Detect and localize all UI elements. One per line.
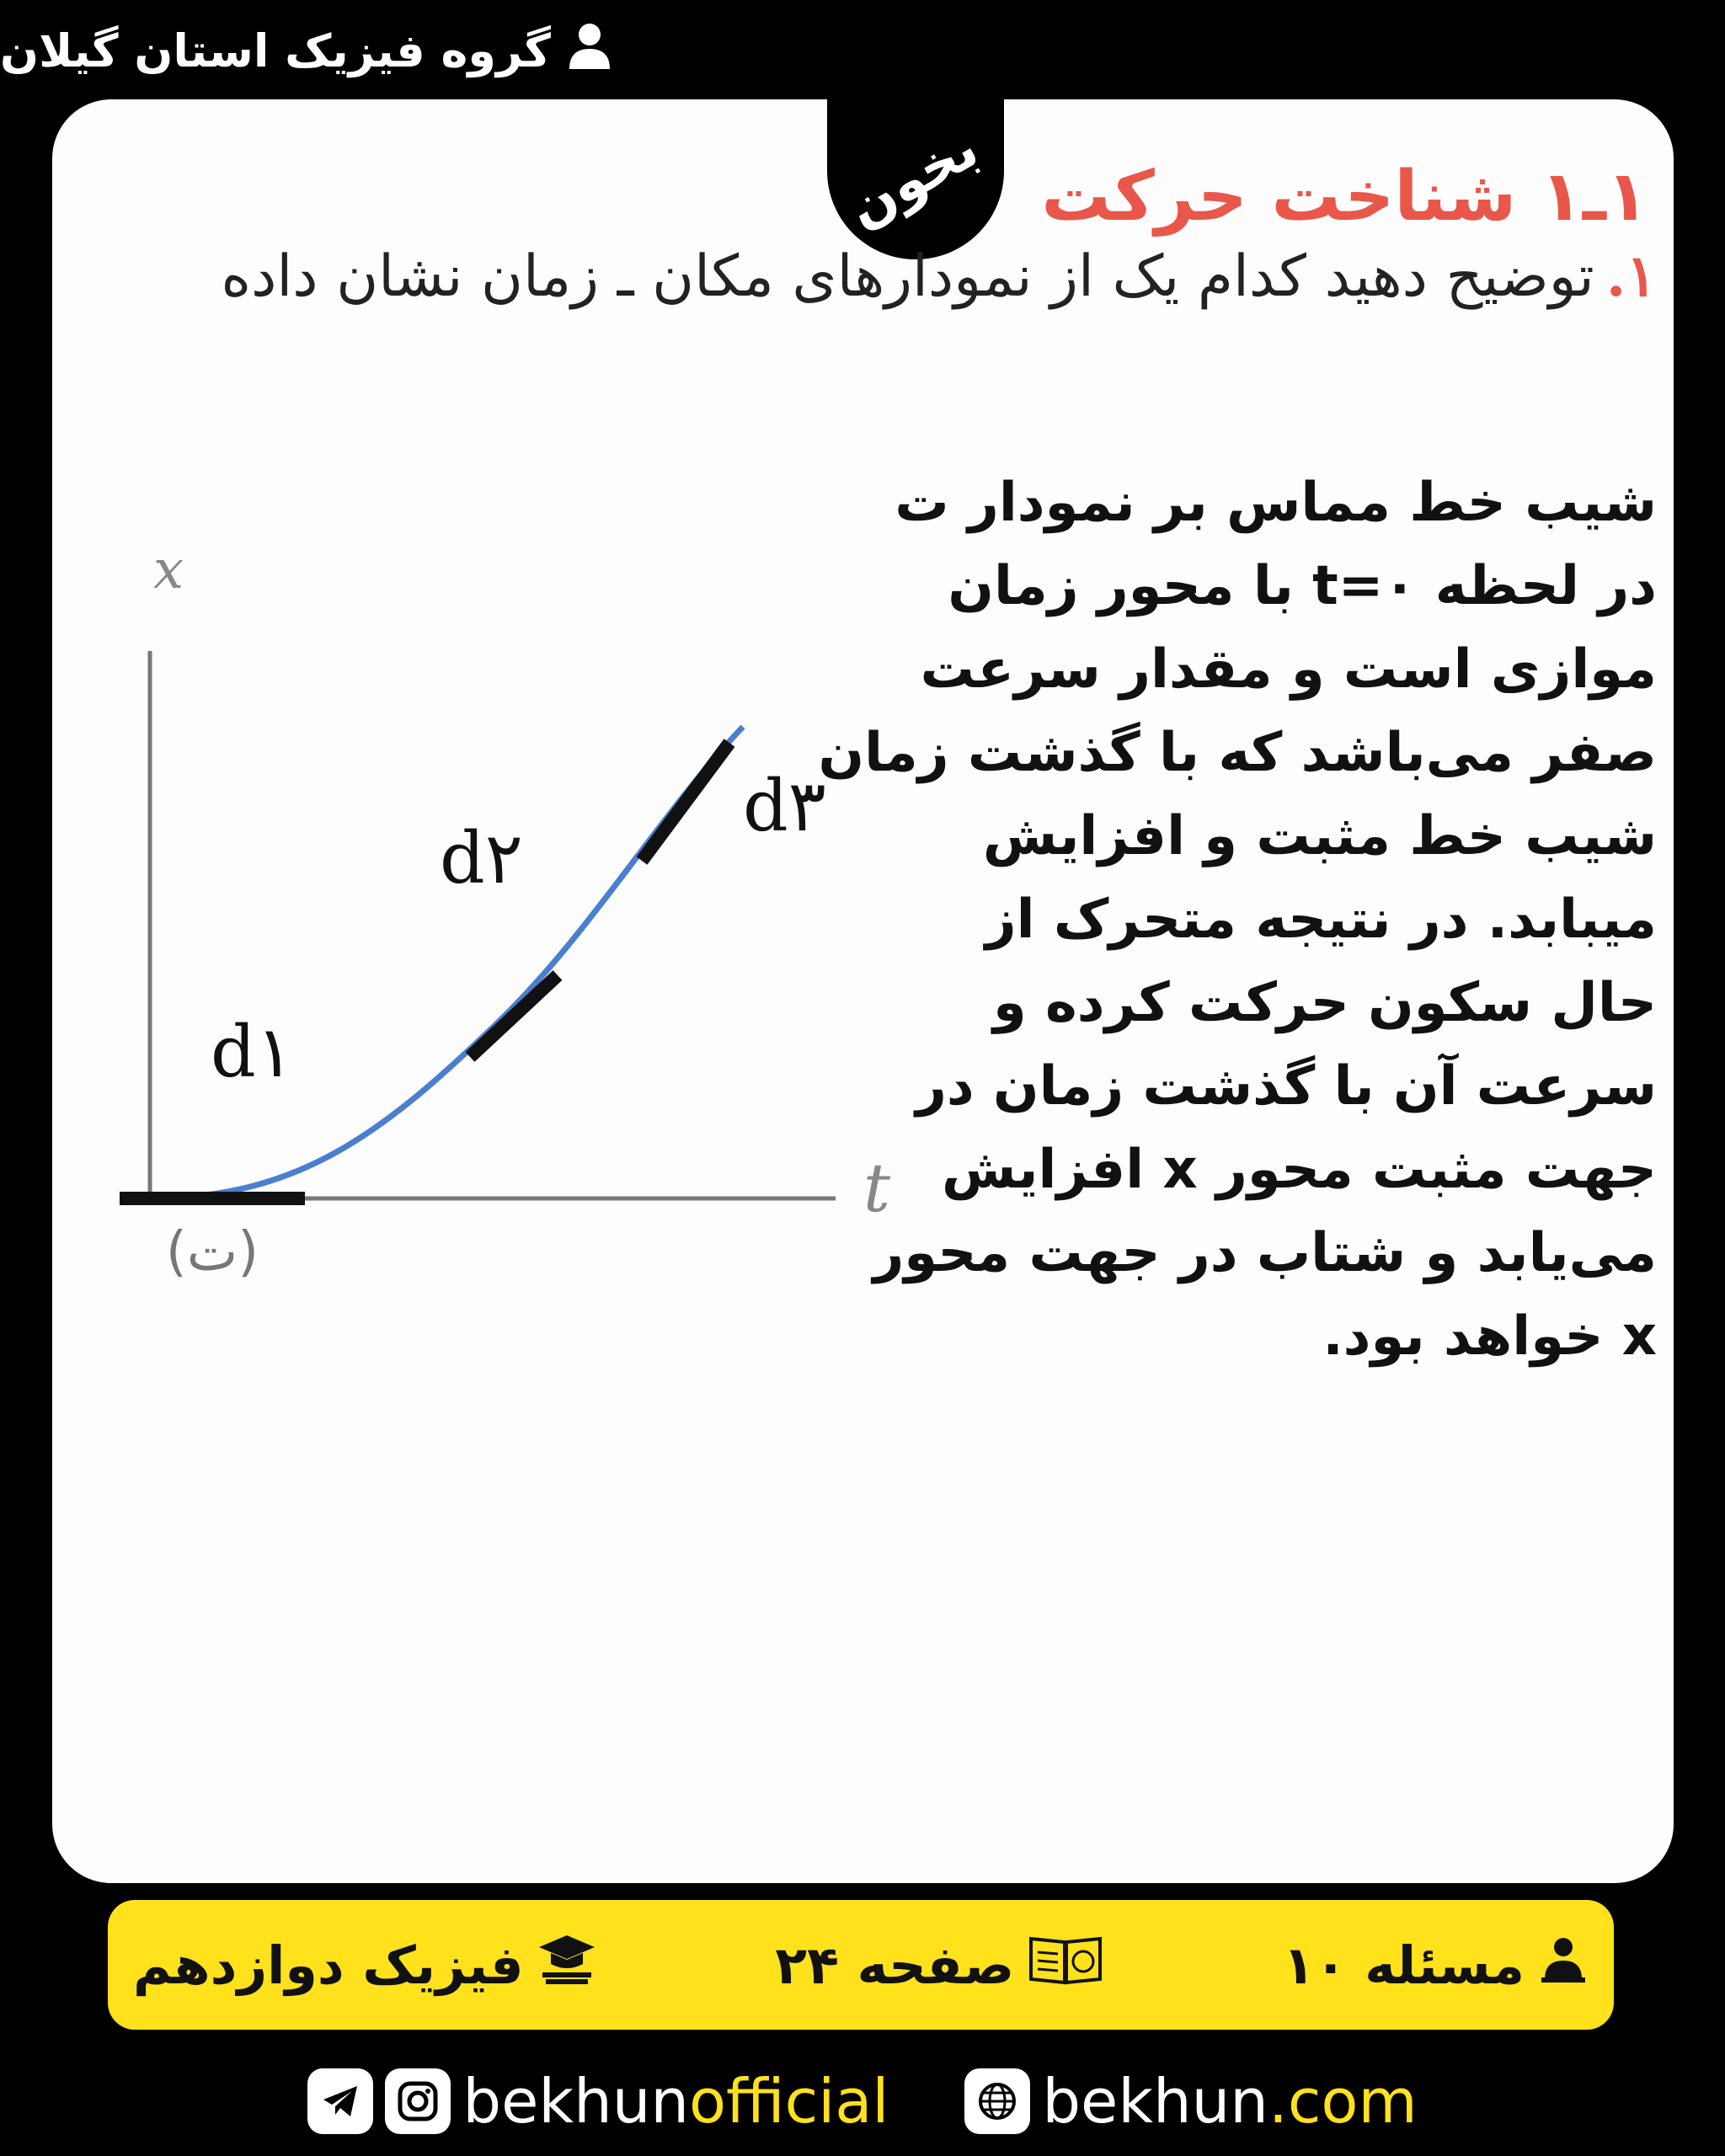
answer-line: میبابد. در نتیجه متحرک از xyxy=(985,889,1657,951)
page-number: صفحه ۲۴ xyxy=(775,1934,1015,1996)
problem-number: مسئله ۱۰ xyxy=(1283,1934,1525,1996)
answer-line: حال سکون حرکت کرده و xyxy=(992,972,1657,1034)
x-axis-label: t xyxy=(862,1149,890,1227)
book-info xyxy=(133,1932,596,1999)
section-title: ۱ـ۱ شناخت حرکت xyxy=(1041,157,1648,237)
instagram-icon[interactable] xyxy=(385,2068,451,2134)
telegram-icon[interactable] xyxy=(307,2068,373,2134)
answer-line: صفر می‌باشد که با گذشت زمان xyxy=(818,722,1657,784)
answer-line: می‌یابد و شتاب در جهت محور xyxy=(873,1222,1657,1284)
info-bar xyxy=(108,1900,1614,2030)
svg-text:بخون: بخون xyxy=(837,117,989,242)
answer-line: جهت مثبت محور x افزایش xyxy=(942,1139,1657,1201)
graph-caption: (ت) xyxy=(165,1221,259,1283)
question-text xyxy=(222,243,1658,310)
top-bar xyxy=(0,0,1725,101)
question-body: توضیح دهید کدام یک از نمودارهای مکان ـ زمان نشان داده xyxy=(221,243,1594,310)
user-icon xyxy=(568,22,611,80)
answer-line: شیب خط مثبت و افزایش xyxy=(982,805,1657,867)
graduation-cap-icon xyxy=(537,1932,596,1999)
teacher-icon xyxy=(1538,1934,1589,1997)
segment-label-d1: d۱ xyxy=(211,1011,294,1093)
content-card xyxy=(52,99,1674,1883)
page-info xyxy=(775,1932,1103,1999)
book-open-icon xyxy=(1028,1932,1103,1999)
tangent-segment-2 xyxy=(470,975,558,1057)
group-name: گروه فیزیک استان گیلان xyxy=(0,24,551,77)
segment-label-d3: d۳ xyxy=(743,765,826,847)
position-time-graph xyxy=(86,436,895,1283)
position-curve xyxy=(150,727,743,1198)
answer-line: سرعت آن با گذشت زمان در xyxy=(916,1055,1657,1118)
website-text: bekhun.com xyxy=(1042,2066,1418,2137)
social-handle-text: bekhunofficial xyxy=(462,2066,889,2137)
book-name: فیزیک دوازدهم xyxy=(133,1934,524,1996)
answer-line: شیب خط مماس بر نمودار ت xyxy=(895,472,1657,534)
website-link[interactable] xyxy=(964,2066,1417,2137)
segment-label-d2: d۲ xyxy=(440,817,523,899)
globe-icon xyxy=(964,2068,1030,2134)
answer-line: در لحظه t=۰ با محور زمان xyxy=(948,555,1657,617)
y-axis-label: x xyxy=(153,539,184,601)
problem-info xyxy=(1283,1934,1589,1997)
brand-logo xyxy=(827,99,1004,259)
tangent-segment-3 xyxy=(642,743,729,861)
answer-text xyxy=(818,462,1657,1379)
answer-line: موازی است و مقدار سرعت xyxy=(920,638,1657,701)
social-handle[interactable] xyxy=(307,2066,889,2137)
footer-bar xyxy=(0,2047,1725,2156)
answer-line: x خواهد بود. xyxy=(1322,1305,1657,1368)
question-number: ۱. xyxy=(1605,243,1657,310)
